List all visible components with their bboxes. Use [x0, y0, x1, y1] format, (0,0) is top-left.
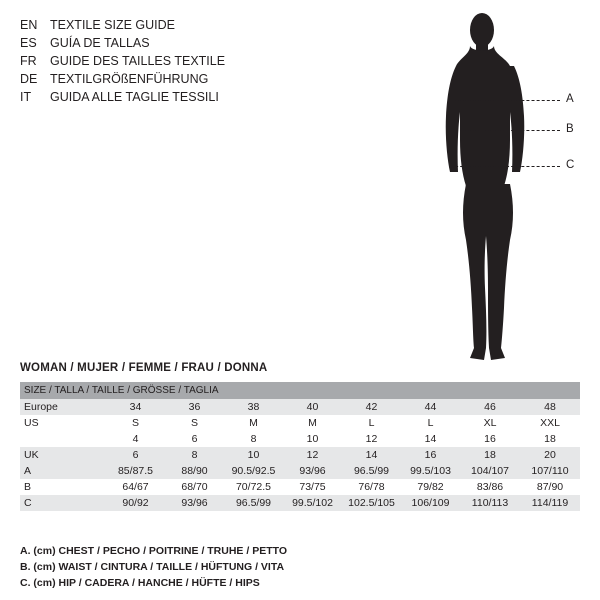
cell: 79/82 [401, 479, 460, 495]
cell: M [283, 415, 342, 431]
cell: L [342, 415, 401, 431]
table-header-row [20, 382, 580, 399]
cell: 104/107 [460, 463, 520, 479]
footnote-a: A. (cm) CHEST / PECHO / POITRINE / TRUHE / PETTO [20, 545, 288, 557]
cell: 34 [106, 399, 165, 415]
cell: 85/87.5 [106, 463, 165, 479]
cell: XXL [520, 415, 580, 431]
cell: 4 [106, 431, 165, 447]
cell: 18 [520, 431, 580, 447]
cell: 68/70 [165, 479, 224, 495]
cell: 87/90 [520, 479, 580, 495]
cell: 44 [401, 399, 460, 415]
section-title: WOMAN / MUJER / FEMME / FRAU / DONNA [20, 362, 268, 374]
guide-label-b: B [566, 123, 574, 135]
language-title: TEXTILGRÖßENFÜHRUNG [50, 72, 209, 86]
cell: 99.5/103 [401, 463, 460, 479]
cell: 14 [401, 431, 460, 447]
cell: 6 [165, 431, 224, 447]
size-table [20, 382, 580, 511]
cell: 42 [342, 399, 401, 415]
row-label: US [20, 415, 106, 431]
cell: 96.5/99 [224, 495, 283, 511]
language-title: GUIDE DES TAILLES TEXTILE [50, 54, 226, 68]
language-code: FR [20, 54, 37, 68]
cell: 76/78 [342, 479, 401, 495]
size-table-wrap [20, 382, 580, 511]
cell: 38 [224, 399, 283, 415]
language-row [20, 52, 350, 70]
footnote-b: B. (cm) WAIST / CINTURA / TAILLE / HÜFTUNG / VITA [20, 561, 285, 573]
table-row [20, 463, 580, 479]
cell: 93/96 [165, 495, 224, 511]
guide-line-c [450, 166, 560, 167]
cell: 48 [520, 399, 580, 415]
language-row [20, 34, 350, 52]
cell: 40 [283, 399, 342, 415]
language-title: GUIDA ALLE TAGLIE TESSILI [50, 90, 219, 104]
language-row [20, 70, 350, 88]
guide-label-a: A [566, 93, 574, 105]
cell: 18 [460, 447, 520, 463]
language-header [20, 16, 350, 106]
language-title: TEXTILE SIZE GUIDE [50, 18, 176, 32]
table-header-label: SIZE / TALLA / TAILLE / GRÖSSE / TAGLIA [20, 382, 580, 399]
table-row [20, 399, 580, 415]
cell: 106/109 [401, 495, 460, 511]
table-row [20, 479, 580, 495]
guide-line-b [455, 130, 560, 131]
cell: 10 [224, 447, 283, 463]
guide-label-c: C [566, 159, 575, 171]
cell: 90.5/92.5 [224, 463, 283, 479]
row-label: B [20, 479, 106, 495]
cell: L [401, 415, 460, 431]
cell: 16 [460, 431, 520, 447]
cell: 88/90 [165, 463, 224, 479]
cell: 6 [106, 447, 165, 463]
language-code: EN [20, 18, 38, 32]
cell: 14 [342, 447, 401, 463]
language-row [20, 88, 350, 106]
cell: 96.5/99 [342, 463, 401, 479]
cell: 107/110 [520, 463, 580, 479]
cell: 12 [283, 447, 342, 463]
cell: 102.5/105 [342, 495, 401, 511]
cell: 99.5/102 [283, 495, 342, 511]
cell: 46 [460, 399, 520, 415]
row-label: C [20, 495, 106, 511]
cell: 20 [520, 447, 580, 463]
cell: 114/119 [520, 495, 580, 511]
cell: 110/113 [460, 495, 520, 511]
measurement-figure [400, 8, 600, 368]
woman-silhouette-icon [400, 8, 600, 368]
table-row [20, 415, 580, 431]
cell: 8 [165, 447, 224, 463]
row-label: Europe [20, 399, 106, 415]
row-label: UK [20, 447, 106, 463]
language-row [20, 16, 350, 34]
cell: 90/92 [106, 495, 165, 511]
cell: S [165, 415, 224, 431]
cell: M [224, 415, 283, 431]
cell: 8 [224, 431, 283, 447]
footnote-c: C. (cm) HIP / CADERA / HANCHE / HÜFTE / HIPS [20, 577, 260, 589]
language-title: GUÍA DE TALLAS [50, 36, 150, 50]
cell: 70/72.5 [224, 479, 283, 495]
footnotes [20, 543, 580, 591]
cell: XL [460, 415, 520, 431]
cell: 64/67 [106, 479, 165, 495]
cell: 10 [283, 431, 342, 447]
cell: 12 [342, 431, 401, 447]
cell: 93/96 [283, 463, 342, 479]
cell: 73/75 [283, 479, 342, 495]
cell: 16 [401, 447, 460, 463]
cell: 83/86 [460, 479, 520, 495]
row-label: A [20, 463, 106, 479]
cell: S [106, 415, 165, 431]
language-code: DE [20, 72, 38, 86]
language-code: IT [20, 90, 32, 104]
table-row [20, 431, 580, 447]
table-row [20, 495, 580, 511]
guide-line-a [450, 100, 560, 101]
row-label [20, 431, 106, 447]
table-row [20, 447, 580, 463]
cell: 36 [165, 399, 224, 415]
language-code: ES [20, 36, 37, 50]
